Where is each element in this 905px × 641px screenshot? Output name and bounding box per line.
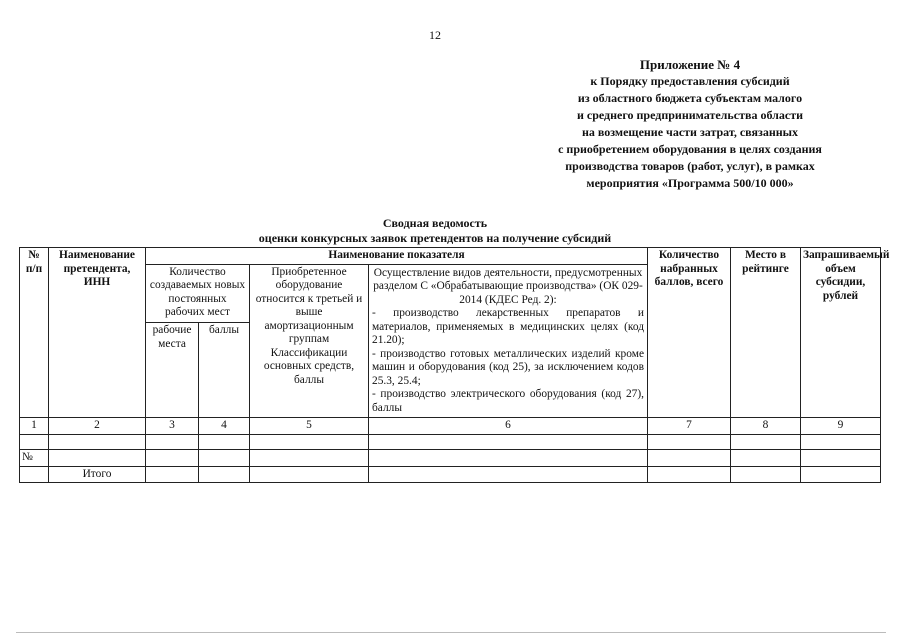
row-cell [731,466,801,483]
appendix-line: с приобретением оборудования в целях создания [558,142,822,156]
header-jobs-places: рабочие места [146,323,199,418]
header-applicant: Наименование претендента, ИНН [49,248,146,418]
table-row [20,435,881,450]
activity-item: - производство лекарственных препаратов и материалов, применяемых в медицинских целях (код 21.20); [372,307,644,346]
column-number: 5 [250,418,369,435]
row-cell [146,435,199,450]
row-cell [801,435,881,450]
row-cell [369,450,648,467]
sheet-title-line2: оценки конкурсных заявок претендентов на получение субсидий [258,231,612,245]
row-cell [250,450,369,467]
row-cell [250,435,369,450]
row-name: Итого [49,466,146,483]
header-equipment: Приобретенное оборудование относится к третьей и выше амортизационным группам Классификации основных средств, баллы [250,264,369,418]
column-number: 6 [369,418,648,435]
row-cell [146,450,199,467]
page-number: 12 [429,28,441,42]
row-num [20,435,49,450]
column-number: 1 [20,418,49,435]
header-jobs-points: баллы [199,323,250,418]
appendix-title: Приложение № 4 [639,57,741,72]
header-indicator: Наименование показателя [146,248,648,265]
sheet-title [200,216,670,246]
activity-item: - производство готовых металлических изделий кроме машин и оборудования (код 25), за исключением кодов 25.3, 25.4; [372,347,644,387]
column-number: 8 [731,418,801,435]
row-cell [369,466,648,483]
header-requested: Запрашиваемый объем субсидии, рублей [801,248,881,418]
row-cell [199,435,250,450]
summary-table [19,247,890,483]
header-activity [369,264,648,418]
row-cell [250,466,369,483]
row-cell [199,466,250,483]
activity-head: Осуществление видов деятельности, предусмотренных разделом С «Обрабатывающие производства» (ОК 029-2014 (КДЕС Ред. 2): [373,266,643,306]
appendix-line: из областного бюджета субъектам малого [577,91,803,105]
table-row-total [20,466,881,483]
appendix-line: и среднего предпринимательства области [576,108,804,122]
row-cell [199,450,250,467]
header-num: № п/п [20,248,49,418]
row-cell [731,435,801,450]
row-cell [648,435,731,450]
column-number: 9 [801,418,881,435]
header-total-points: Количество набранных баллов, всего [648,248,731,418]
row-cell [369,435,648,450]
row-name [49,450,146,467]
row-cell [648,450,731,467]
header-jobs: Количество создаваемых новых постоянных рабочих мест [146,264,250,323]
row-num [20,466,49,483]
row-name [49,435,146,450]
row-cell [731,450,801,467]
table-row [20,450,881,467]
appendix-line: мероприятия «Программа 500/10 000» [586,176,794,190]
column-number: 3 [146,418,199,435]
activity-item: - производство электрического оборудования (код 27), баллы [372,388,644,414]
column-number: 7 [648,418,731,435]
row-cell [801,450,881,467]
row-num: № [20,450,49,467]
row-cell [146,466,199,483]
appendix-line: производства товаров (работ, услуг), в рамках [565,159,815,173]
row-cell [648,466,731,483]
column-number: 2 [49,418,146,435]
sheet-title-line1: Сводная ведомость [382,216,488,230]
column-number: 4 [199,418,250,435]
row-cell [801,466,881,483]
appendix-line: на возмещение части затрат, связанных [581,125,799,139]
appendix-line: к Порядку предоставления субсидий [590,74,790,88]
appendix-header [520,56,860,192]
header-rating: Место в рейтинге [731,248,801,418]
